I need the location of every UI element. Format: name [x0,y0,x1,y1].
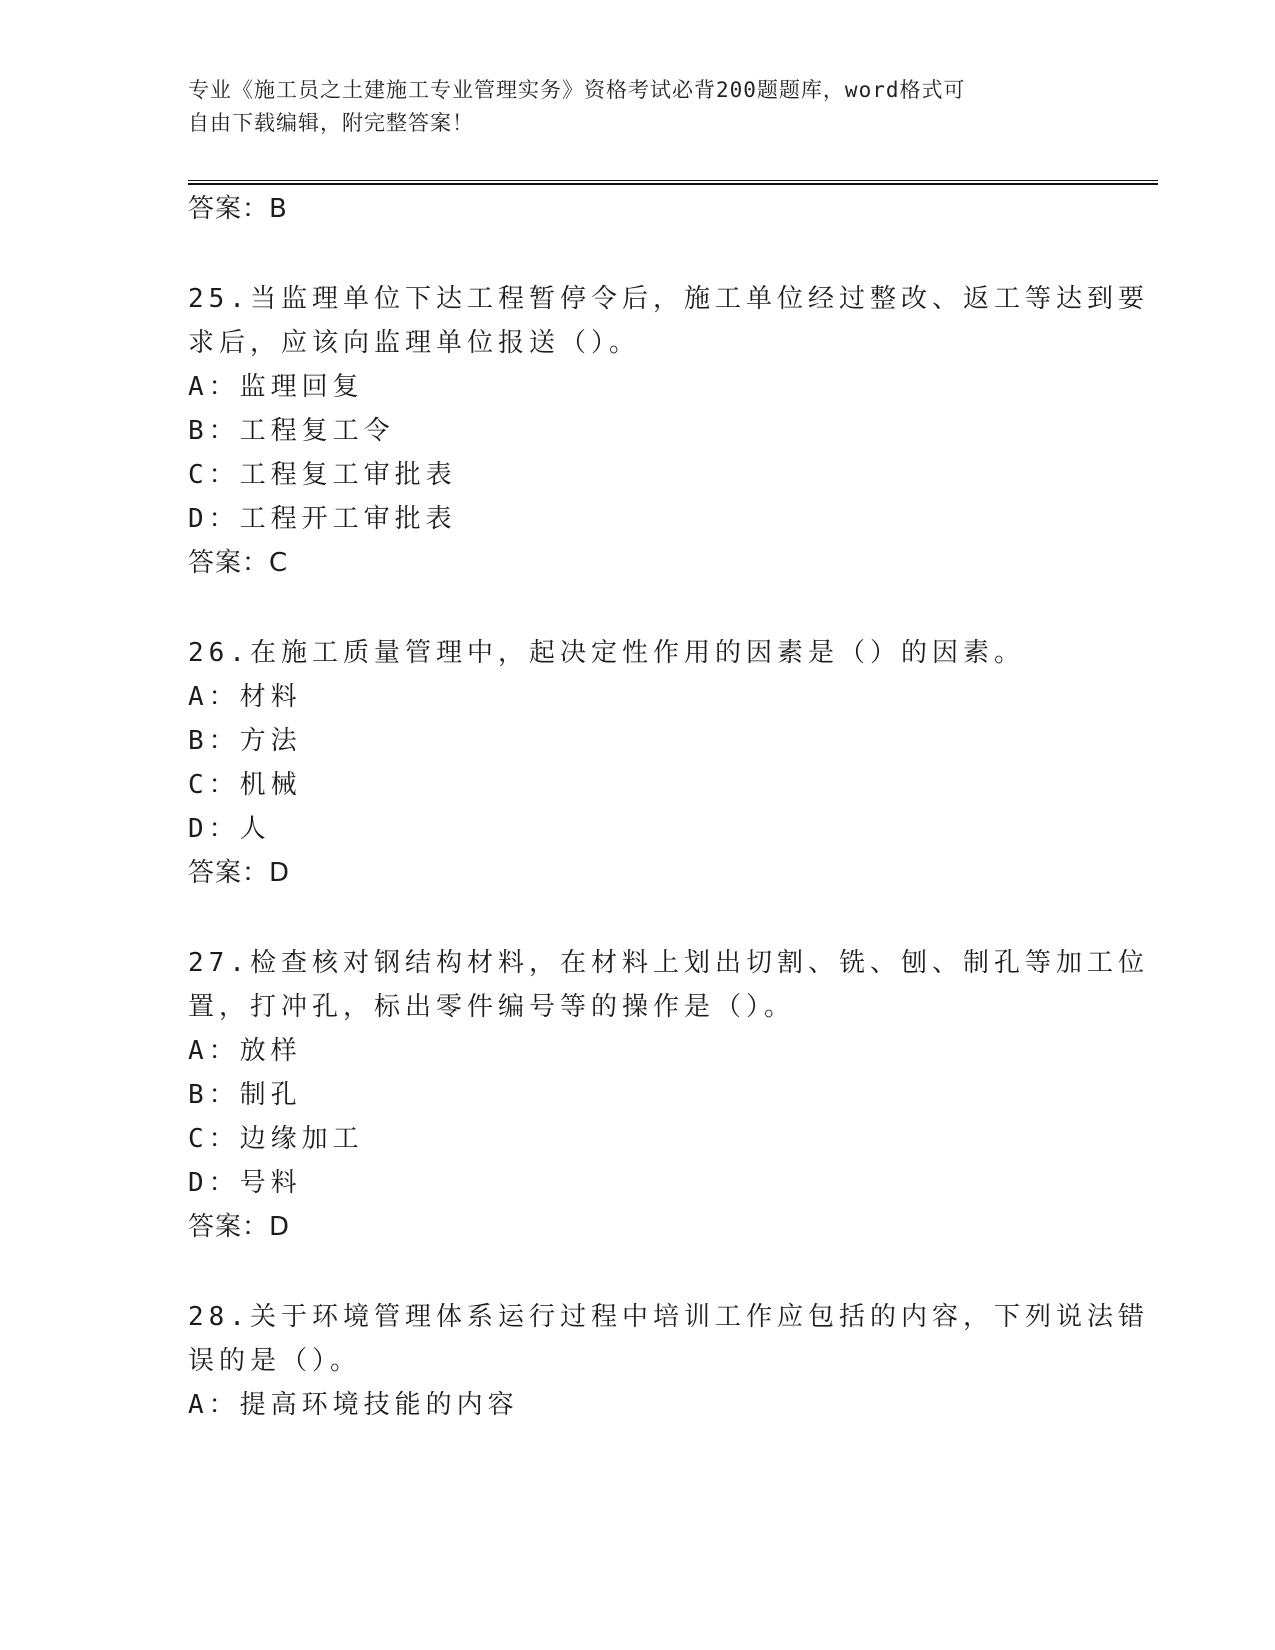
question-25-option-b: B：工程复工令 [188,416,395,446]
header-line-1: 专业《施工员之土建施工专业管理实务》资格考试必背200题题库，word格式可 [188,78,966,102]
question-27-answer: 答案：D [188,1212,291,1242]
question-27-option-c: C：边缘加工 [188,1124,364,1154]
question-27-option-a: A：放样 [188,1036,302,1066]
question-25-stem-line-2: 求后，应该向监理单位报送（）。 [188,328,641,358]
question-26-option-c: C：机械 [188,770,302,800]
question-27-stem-line-1: 27.检查核对钢结构材料，在材料上划出切割、铣、刨、制孔等加工位 [188,948,1149,978]
question-25-answer: 答案：C [188,548,289,578]
answer-previous: 答案：B [188,194,288,224]
question-27-stem-line-2: 置，打冲孔，标出零件编号等的操作是（）。 [188,992,796,1022]
question-26-option-b: B：方法 [188,726,302,756]
header-line-2: 自由下载编辑，附完整答案！ [188,111,474,135]
question-26-answer: 答案：D [188,858,291,888]
header-rule-thick [188,183,1158,185]
question-28-option-a: A：提高环境技能的内容 [188,1390,519,1420]
question-26-stem-line-1: 26.在施工质量管理中，起决定性作用的因素是（）的因素。 [188,638,1025,668]
question-25-option-a: A：监理回复 [188,372,364,402]
question-28-stem-line-1: 28.关于环境管理体系运行过程中培训工作应包括的内容，下列说法错 [188,1302,1149,1332]
question-28-stem-line-2: 误的是（）。 [188,1346,362,1376]
document-header [188,74,1088,140]
question-26-option-a: A：材料 [188,682,302,712]
question-27-option-d: D：号料 [188,1168,302,1198]
question-25-stem-line-1: 25.当监理单位下达工程暂停令后，施工单位经过整改、返工等达到要 [188,284,1149,314]
question-26-option-d: D：人 [188,814,271,844]
question-25-option-d: D：工程开工审批表 [188,504,457,534]
header-rule-thin [188,180,1158,181]
question-27-option-b: B：制孔 [188,1080,302,1110]
question-25-option-c: C：工程复工审批表 [188,460,457,490]
